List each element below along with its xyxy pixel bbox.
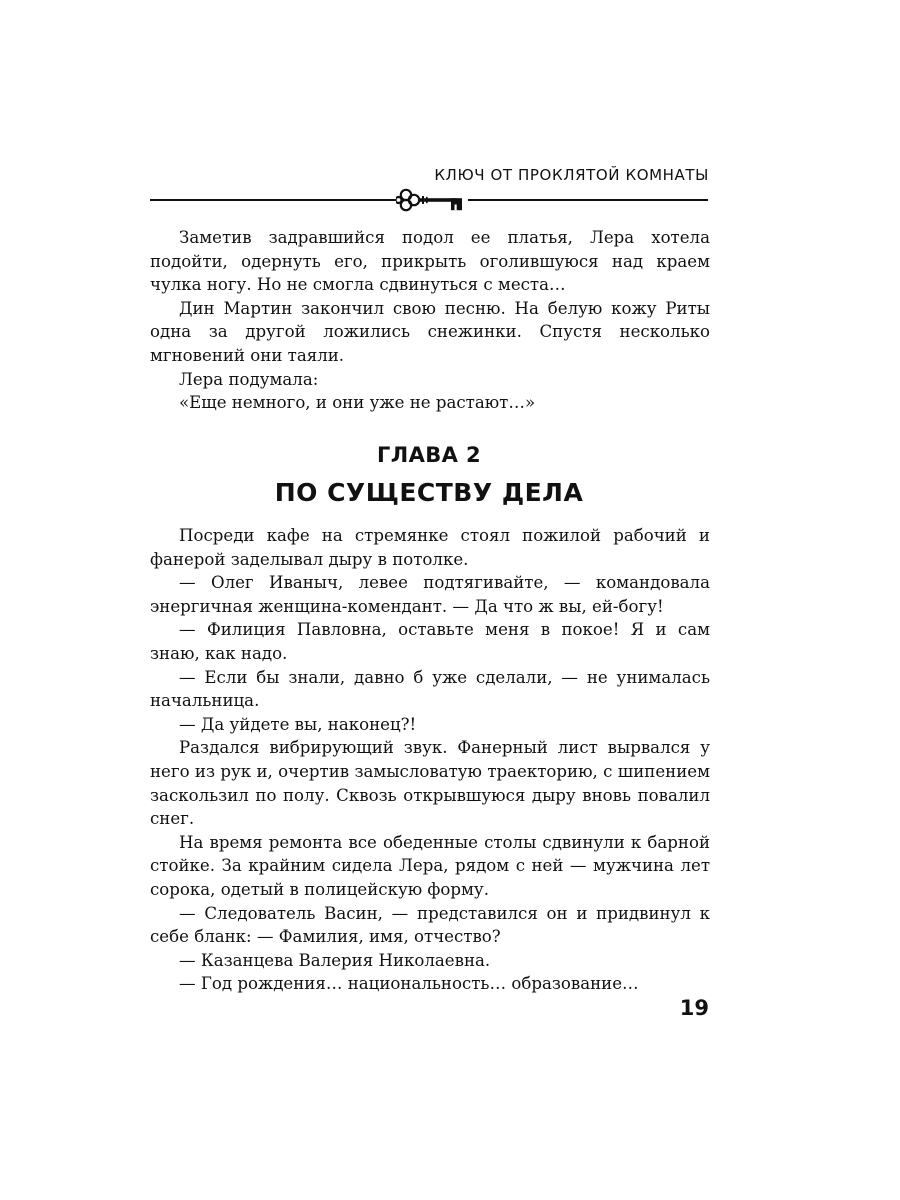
chapter-text [150, 524, 710, 996]
paragraph: — Следователь Васин, — представился он и придвинул к себе бланк: — Фамилия, имя, отчество? [150, 903, 710, 947]
chapter-title: ПО СУЩЕСТВУ ДЕЛА [274, 478, 584, 507]
paragraph: — Да уйдете вы, наконец?! [179, 714, 417, 734]
page-number: 19 [679, 996, 709, 1020]
paragraph: Посреди кафе на стремянке стоял пожилой рабочий и фанерой заделывал дыру в потолке. [150, 526, 710, 569]
paragraph: Дин Мартин закончил свою песню. На белую кожу Риты одна за другой ложились снежинки. Спустя несколько мгновений они таяли. [150, 298, 710, 365]
paragraph: — Если бы знали, давно б уже сделали, — не унималась начальница. [150, 667, 710, 711]
paragraph: — Год рождения… национальность… образование… [179, 974, 639, 994]
paragraph: — Казанцева Валерия Николаевна. [179, 950, 491, 970]
key-icon [396, 186, 468, 214]
paragraph: Раздался вибрирующий звук. Фанерный лист вырвался у него из рук и, очертив замысловатую траекторию, с шипением заскользил по полу. Сквозь открывшуюся дыру вновь повалил снег. [150, 738, 710, 829]
paragraph: На время ремонта все обеденные столы сдвинули к барной стойке. За крайним сидела Лера, рядом с ней — мужчина лет сорока, одетый в полицейскую форму. [150, 832, 710, 899]
paragraph: — Филиция Павловна, оставьте меня в покое! Я и сам знаю, как надо. [150, 620, 710, 663]
chapter-number: ГЛАВА 2 [376, 443, 482, 467]
paragraph: Лера подумала: [179, 369, 319, 389]
paragraph: «Еще немного, и они уже не растают…» [179, 393, 536, 413]
paragraph: Заметив задравшийся подол ее платья, Лера хотела подойти, одернуть его, прикрыть оголившуюся над краем чулка ногу. Но не смогла сдвинуться с места… [150, 228, 710, 295]
running-head-title: КЛЮЧ ОТ ПРОКЛЯТОЙ КОМНАТЫ [434, 166, 709, 184]
intro-text [150, 226, 710, 415]
paragraph: — Олег Иваныч, левее подтягивайте, — командовала энергичная женщина-комендант. — Да что ж вы, ей-богу! [150, 573, 710, 616]
